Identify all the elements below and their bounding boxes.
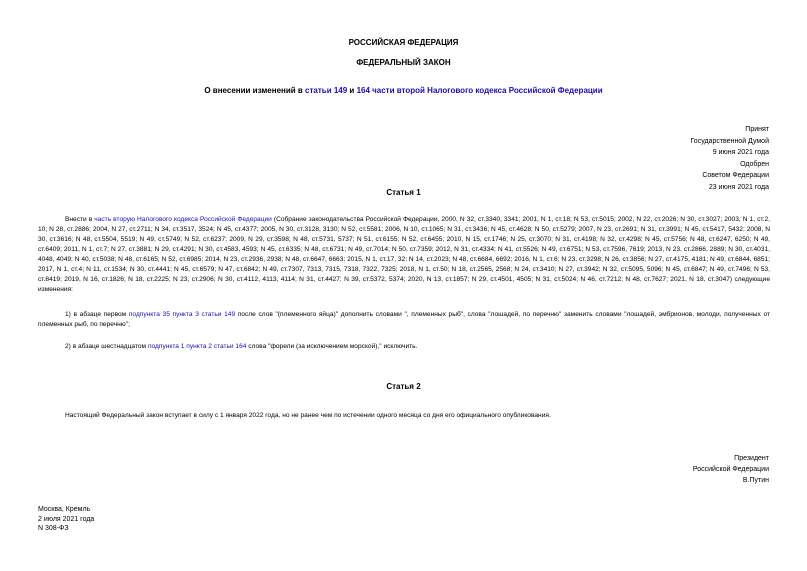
approved-by: Советом Федерации [702,172,769,179]
title-text-pre: О внесении изменений в [204,86,306,95]
intro-link-tax-code[interactable]: часть вторую Налогового кодекса Российской Федерации [94,216,272,223]
intro-text-post: (Собрание законодательства Российской Федерации, 2000, N 32, ст.3340, 3341; 2001, N 1, ст.18; N 53, ст.5015; 2002, N 22, ст.2026; N 30, ст.3027; 2003, N 1, ст.2, 10; N 28, ст.2886; 2004, N 27, ст.2711; N 34, ст.3517, 3524; N 45, ст.4377; 2005, N 30, ст.3128, 3130; N 52, ст.5581; 2006, N 10, ст.1065; N 31, ст.3436; N 45, ст.4628; N 50, ст.5279; 2007, N 23, ст.2691; N 31, ст.3991; N 45, ст.5417, 5432; 2008, N 30, ст.3616; N 48, ст.5504, 5519; N 49, ст.5749; N 52, ст.6237; 2009, N 29, ст.3598; N 48, ст.5731, 5737; N 51, ст.6155; N 52, ст.6455; 2010, N 15, ст.1746; N 25, ст.3070; N 31, ст.4198; N 32, ст.4298; N 45, ст.5756; N 48, ст.6247, 6250; N 49, ст.6409; 2011, N 1, ст.7; N 27, ст.3881; N 29, ст.4291; N 30, ст.4583, 4593; N 45, ст.6335; N 48, ст.6731; N 49, ст.7014; N 50, ст.7359; 2012, N 31, ст.4334; N 41, ст.5526; N 49, ст.6751; N 53, ст.7596, 7619; 2013, N 23, ст.2866, 2889; N 30, ст.4031, 4048, 4049; N 40, ст.5038; N 48, ст.6165; N 52, ст.6985; 2014, N 23, ст.2936, 2938; N 48, ст.6647, 6663; 2015, N 1, ст.17, 32; N 14, ст.2023; N 48, ст.6684, 6692; 2016, N 1, ст.6; N 23, ст.3298; N 26, ст.3856; N 27, ст.4175, 4181; N 49, ст.6844, 6851; 2017, N 1, ст.4; N 11, ст.1534; N 30, ст.4441; N 45, ст.6579; N 47, ст.6842; N 49, ст.7307, 7313, 7315, 7318, 7322, 7325; 2018, N 1, ст.50; N 18, ст.2565, 2568; N 24, ст.3410; N 27, ст.3942; N 32, ст.5095, 5096; N 45, ст.6847; N 49, ст.7496; N 53, ст.8419; 2019, N 16, ст.1826; N 18, ст.2225; N 23, ст.2906; N 30, ст.4112, 4113, 4114; N 31, ст.4427; N 39, ст.5372, 5374; 2020, N 13, ст.1857; N 29, ст.4501, 4505; N 31, ст.5024; N 46, ст.7212; N 48, ст.7627; 2021, N 18, ст.3047) следующие изменения: [38,216,770,293]
item1-link[interactable]: подпункта 35 пункта 3 статьи 149 [128,311,236,318]
item1-text-pre: 1) в абзаце первом [65,311,129,318]
article-2-text: Настоящий Федеральный закон вступает в силу с 1 января 2022 года, но не ранее чем по истечении одного месяца со дня его официального опубликования. [65,412,551,419]
item2-text-pre: 2) в абзаце шестнадцатом [65,343,148,350]
place: Москва, Кремль [38,506,91,513]
signing-date: 2 июля 2021 года [38,515,95,523]
place-date-block [38,505,94,534]
signature-country: Российской Федерации [692,466,769,473]
item2-text-post: слова "форели (за исключением морской)," исключить. [246,343,418,350]
article-2-heading: Статья 2 [386,382,421,391]
signature-title: Президент [734,455,769,462]
title-text-mid: и [347,86,357,95]
item2-link[interactable]: подпункта 1 пункта 2 статьи 164 [147,343,247,350]
title-link-article-149[interactable]: статьи 149 [305,86,348,95]
article-1-heading: Статья 1 [386,188,421,197]
article-1-intro [38,215,770,295]
signature-name: В.Путин [742,477,769,484]
country-heading: РОССИЙСКАЯ ФЕДЕРАЦИЯ [348,38,459,47]
intro-text-pre: Внести в [65,216,95,223]
adopted-date: 9 июня 2021 года [712,149,769,156]
item1-text-post: после слов "(племенного яйца)" дополнить словами ", племенных рыб", слова "лошадей, по перечню" заменить словами "лошадей, эмбрионов, молоди, полученных от племенных рыб, по перечню"; [38,311,770,328]
law-title [0,86,807,95]
signature-block [693,453,769,486]
approved-date: 23 июня 2021 года [708,183,769,191]
law-type-heading: ФЕДЕРАЛЬНЫЙ ЗАКОН [356,58,451,67]
title-link-article-164[interactable]: 164 части второй Налогового кодекса Российской Федерации [356,86,603,95]
adoption-info [690,124,769,193]
adopted-label: Принят [745,126,769,133]
article-1-item-1 [38,310,770,330]
article-1-item-2 [38,342,770,352]
law-number: N 308-ФЗ [38,525,69,532]
adopted-by: Государственной Думой [690,137,769,145]
approved-label: Одобрен [740,160,769,168]
